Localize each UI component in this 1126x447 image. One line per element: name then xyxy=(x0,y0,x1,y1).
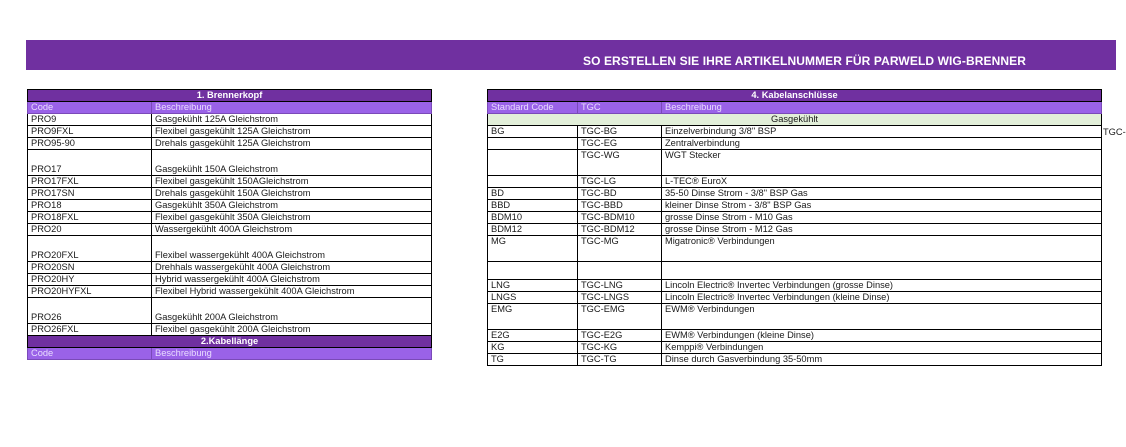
tgc-code-cell: TGC-BDM12 xyxy=(578,224,662,236)
description-cell: grosse Dinse Strom - M10 Gas xyxy=(662,212,1102,224)
description-cell: Drehals gasgekühlt 125A Gleichstrom xyxy=(152,138,432,150)
table-row xyxy=(488,126,1102,138)
table-row xyxy=(488,138,1102,150)
standard-code-cell: TG xyxy=(488,354,578,366)
description-cell: Zentralverbindung xyxy=(662,138,1102,150)
brennerkopf-table xyxy=(27,89,432,360)
description-cell: Flexibel gasgekühlt 150AGleichstrom xyxy=(152,176,432,188)
column-header-standard-code: Standard Code xyxy=(488,102,578,114)
description-cell: Hybrid wassergekühlt 400A Gleichstrom xyxy=(152,274,432,286)
overflow-cell-text: TGC- xyxy=(1103,127,1126,137)
description-cell: L-TEC® EuroX xyxy=(662,176,1102,188)
standard-code-cell: BDM12 xyxy=(488,224,578,236)
group-row-gasgekuehlt xyxy=(488,114,1102,126)
description-cell xyxy=(662,262,1102,280)
tgc-code-cell: TGC-BG xyxy=(578,126,662,138)
code-cell: PRO20HY xyxy=(28,274,152,286)
table-row xyxy=(28,200,432,212)
standard-code-cell: KG xyxy=(488,342,578,354)
section-header-kabelanschluesse xyxy=(488,90,1102,102)
standard-code-cell: BBD xyxy=(488,200,578,212)
table-row xyxy=(488,304,1102,330)
column-header-row xyxy=(28,102,432,114)
description-cell: Wassergekühlt 400A Gleichstrom xyxy=(152,224,432,236)
code-cell: PRO95-90 xyxy=(28,138,152,150)
standard-code-cell xyxy=(488,262,578,280)
code-cell: PRO17 xyxy=(28,150,152,176)
column-header-row xyxy=(488,102,1102,114)
tgc-code-cell: TGC-E2G xyxy=(578,330,662,342)
column-header-description: Beschreibung xyxy=(152,348,432,360)
table-row xyxy=(28,274,432,286)
tgc-code-cell: TGC-LNG xyxy=(578,280,662,292)
table-row xyxy=(28,236,432,262)
table-row xyxy=(488,212,1102,224)
table-row xyxy=(28,298,432,324)
tgc-code-cell: TGC-BDM10 xyxy=(578,212,662,224)
description-cell: Gasgekühlt 200A Gleichstrom xyxy=(152,298,432,324)
description-cell: Lincoln Electric® Invertec Verbindungen (kleine Dinse) xyxy=(662,292,1102,304)
standard-code-cell: BD xyxy=(488,188,578,200)
title-banner xyxy=(26,40,1116,70)
section-title: 4. Kabelanschlüsse xyxy=(488,90,1102,102)
code-cell: PRO26 xyxy=(28,298,152,324)
tgc-code-cell: TGC-KG xyxy=(578,342,662,354)
column-header-code: Code xyxy=(28,348,152,360)
standard-code-cell: MG xyxy=(488,236,578,262)
code-cell: PRO20HYFXL xyxy=(28,286,152,298)
description-cell: Flexibel wassergekühlt 400A Gleichstrom xyxy=(152,236,432,262)
table-row xyxy=(488,176,1102,188)
section-header-brennerkopf xyxy=(28,90,432,102)
table-row xyxy=(488,188,1102,200)
code-cell: PRO9FXL xyxy=(28,126,152,138)
column-header-row xyxy=(28,348,432,360)
description-cell: Migatronic® Verbindungen xyxy=(662,236,1102,262)
table-row xyxy=(28,114,432,126)
description-cell: Flexibel gasgekühlt 125A Gleichstrom xyxy=(152,126,432,138)
page-title: SO ERSTELLEN SIE IHRE ARTIKELNUMMER FÜR PARWELD WIG-BRENNER xyxy=(582,54,1026,68)
standard-code-cell: BG xyxy=(488,126,578,138)
tgc-code-cell: TGC-MG xyxy=(578,236,662,262)
description-cell: 35-50 Dinse Strom - 3/8" BSP Gas xyxy=(662,188,1102,200)
code-cell: PRO20 xyxy=(28,224,152,236)
tgc-code-cell xyxy=(578,262,662,280)
table-row xyxy=(488,280,1102,292)
table-row xyxy=(28,324,432,336)
description-cell: Flexibel gasgekühlt 200A Gleichstrom xyxy=(152,324,432,336)
standard-code-cell: BDM10 xyxy=(488,212,578,224)
column-header-tgc: TGC xyxy=(578,102,662,114)
code-cell: PRO26FXL xyxy=(28,324,152,336)
table-row xyxy=(28,188,432,200)
tgc-code-cell: TGC-EMG xyxy=(578,304,662,330)
table-row xyxy=(28,212,432,224)
table-row xyxy=(488,200,1102,212)
table-row xyxy=(28,224,432,236)
table-row xyxy=(488,354,1102,366)
table-row xyxy=(488,292,1102,304)
section-title: 2.Kabellänge xyxy=(28,336,432,348)
description-cell: Drehals gasgekühlt 150A Gleichstrom xyxy=(152,188,432,200)
table-row xyxy=(28,126,432,138)
table-row xyxy=(28,150,432,176)
table-row xyxy=(28,176,432,188)
standard-code-cell xyxy=(488,150,578,176)
description-cell: Gasgekühlt 350A Gleichstrom xyxy=(152,200,432,212)
table-row xyxy=(488,150,1102,176)
table-row xyxy=(488,224,1102,236)
description-cell: EWM® Verbindungen xyxy=(662,304,1102,330)
tgc-code-cell: TGC-BBD xyxy=(578,200,662,212)
tgc-code-cell: TGC-LG xyxy=(578,176,662,188)
tgc-code-cell: TGC-LNGS xyxy=(578,292,662,304)
code-cell: PRO20SN xyxy=(28,262,152,274)
table-row xyxy=(28,286,432,298)
code-cell: PRO9 xyxy=(28,114,152,126)
description-cell: kleiner Dinse Strom - 3/8" BSP Gas xyxy=(662,200,1102,212)
code-cell: PRO17FXL xyxy=(28,176,152,188)
description-cell: Gasgekühlt 125A Gleichstrom xyxy=(152,114,432,126)
description-cell: Lincoln Electric® Invertec Verbindungen (grosse Dinse) xyxy=(662,280,1102,292)
description-cell: Gasgekühlt 150A Gleichstrom xyxy=(152,150,432,176)
description-cell: Dinse durch Gasverbindung 35-50mm xyxy=(662,354,1102,366)
description-cell: grosse Dinse Strom - M12 Gas xyxy=(662,224,1102,236)
description-cell: Kemppi® Verbindungen xyxy=(662,342,1102,354)
description-cell: Einzelverbindung 3/8" BSP xyxy=(662,126,1102,138)
code-cell: PRO18FXL xyxy=(28,212,152,224)
code-cell: PRO20FXL xyxy=(28,236,152,262)
kabelanschluesse-table xyxy=(487,89,1102,366)
table-row xyxy=(28,262,432,274)
description-cell: EWM® Verbindungen (kleine Dinse) xyxy=(662,330,1102,342)
standard-code-cell xyxy=(488,176,578,188)
tgc-code-cell: TGC-TG xyxy=(578,354,662,366)
standard-code-cell: LNG xyxy=(488,280,578,292)
column-header-description: Beschreibung xyxy=(152,102,432,114)
section-header-kabellaenge xyxy=(28,336,432,348)
standard-code-cell: EMG xyxy=(488,304,578,330)
tgc-code-cell: TGC-BD xyxy=(578,188,662,200)
standard-code-cell: LNGS xyxy=(488,292,578,304)
table-row xyxy=(488,330,1102,342)
section-title: 1. Brennerkopf xyxy=(28,90,432,102)
table-row xyxy=(488,236,1102,262)
table-row xyxy=(28,138,432,150)
code-cell: PRO17SN xyxy=(28,188,152,200)
tgc-code-cell: TGC-EG xyxy=(578,138,662,150)
description-cell: Flexibel Hybrid wassergekühlt 400A Gleichstrom xyxy=(152,286,432,298)
standard-code-cell xyxy=(488,138,578,150)
description-cell: Drehhals wassergekühlt 400A Gleichstrom xyxy=(152,262,432,274)
description-cell: WGT Stecker xyxy=(662,150,1102,176)
table-row xyxy=(488,342,1102,354)
group-label: Gasgekühlt xyxy=(488,114,1102,126)
description-cell: Flexibel gasgekühlt 350A Gleichstrom xyxy=(152,212,432,224)
tgc-code-cell: TGC-WG xyxy=(578,150,662,176)
code-cell: PRO18 xyxy=(28,200,152,212)
table-row xyxy=(488,262,1102,280)
standard-code-cell: E2G xyxy=(488,330,578,342)
column-header-code: Code xyxy=(28,102,152,114)
column-header-description: Beschreibung xyxy=(662,102,1102,114)
